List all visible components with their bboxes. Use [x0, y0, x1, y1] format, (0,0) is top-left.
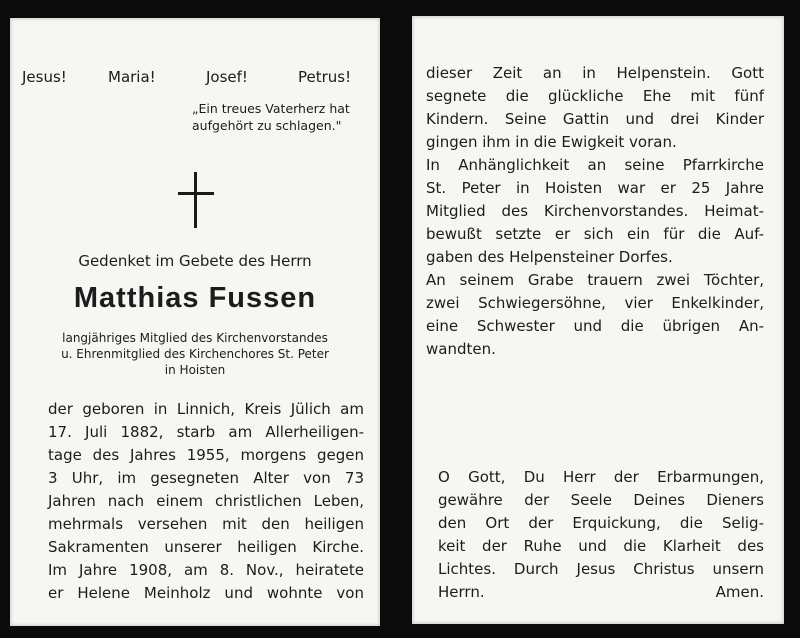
text-line: 17. Juli 1882, starb am Allerheiligen- — [48, 423, 364, 441]
text-line: der geboren in Linnich, Kreis Jülich am — [48, 400, 364, 418]
biography-text-left — [48, 398, 364, 605]
role-line: in Hoisten — [164, 363, 226, 377]
text-line: Mitglied des Kirchenvorstandes. Heimat- — [426, 202, 764, 220]
text-line: In Anhänglichkeit an seine Pfarrkirche — [426, 156, 764, 174]
cross-icon — [178, 172, 214, 228]
role-line: langjähriges Mitglied des Kirchenvorstandes — [62, 331, 328, 345]
prayer-line: keit der Ruhe und die Klarheit des — [438, 537, 764, 555]
text-line: Im Jahre 1908, am 8. Nov., heiratete — [48, 561, 364, 579]
name-petrus: Petrus! — [298, 68, 352, 86]
biography-text-right — [426, 62, 764, 361]
prayer-line: gewähre der Seele Deines Dieners — [438, 491, 764, 509]
name-josef: Josef! — [206, 68, 248, 86]
name-jesus: Jesus! — [22, 68, 67, 86]
text-line: 3 Uhr, im gesegneten Alter von 73 — [48, 469, 364, 487]
text-line: zwei Schwiegersöhne, vier Enkelkinder, — [426, 294, 764, 312]
amen-text: Amen. — [715, 583, 764, 601]
text-line: bewußt setzte er sich ein für die Auf- — [426, 225, 764, 243]
prayer-line: O Gott, Du Herr der Erbarmungen, — [438, 468, 764, 486]
text-line: Sakramenten unserer heiligen Kirche. — [48, 538, 364, 556]
text-line: mehrmals versehen mit den heiligen — [48, 515, 364, 533]
text-line: dieser Zeit an in Helpenstein. Gott — [426, 64, 764, 82]
text-line: tage des Jahres 1955, morgens gegen — [48, 446, 364, 464]
text-line: gingen ihm in die Ewigkeit voran. — [426, 133, 677, 151]
text-line: gaben des Helpensteiner Dorfes. — [426, 248, 673, 266]
text-line: Kindern. Seine Gattin und drei Kinder — [426, 110, 764, 128]
role-line: u. Ehrenmitglied des Kirchenchores St. Peter — [61, 347, 329, 361]
text-line: segnete die glückliche Ehe mit fünf — [426, 87, 764, 105]
prayer-final-row — [438, 581, 764, 604]
quote-line: „Ein treues Vaterherz hat — [192, 101, 350, 116]
holy-names-row — [10, 68, 380, 90]
text-line: wandten. — [426, 340, 496, 358]
name-maria: Maria! — [108, 68, 156, 86]
text-line: St. Peter in Hoisten war er 25 Jahre — [426, 179, 764, 197]
prayer-line: den Ort der Erquickung, die Selig- — [438, 514, 764, 532]
text-line: Jahren nach einem christlichen Leben, — [48, 492, 364, 510]
prayer-line: Lichtes. Durch Jesus Christus unsern — [438, 560, 764, 578]
quote-line: aufgehört zu schlagen." — [192, 118, 342, 133]
closing-prayer — [438, 466, 764, 604]
memorial-card-right — [412, 16, 784, 624]
memorial-card-left — [10, 18, 380, 626]
deceased-name: Matthias Fussen — [73, 282, 317, 314]
text-line: er Helene Meinholz und wohnte von — [48, 584, 364, 602]
roles-block — [10, 330, 380, 378]
prayer-line: Herrn. — [438, 583, 485, 601]
text-line: An seinem Grabe trauern zwei Töchter, — [426, 271, 764, 289]
epigraph-quote — [192, 100, 350, 134]
text-line: eine Schwester und die übrigen An- — [426, 317, 764, 335]
prayer-heading: Gedenket im Gebete des Herrn — [78, 252, 312, 270]
